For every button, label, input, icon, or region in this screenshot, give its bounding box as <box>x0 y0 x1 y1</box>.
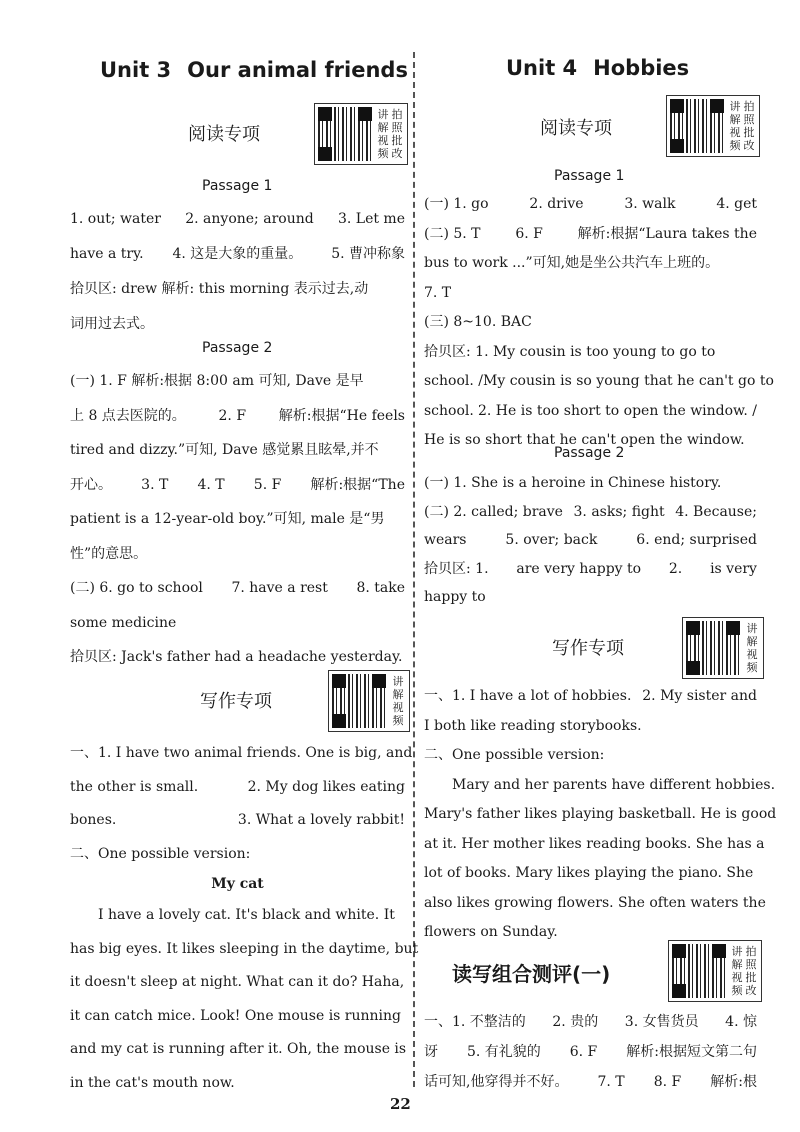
qr-label-char: 拍 <box>391 108 403 121</box>
text-segment: 3. Let me <box>337 211 405 227</box>
qr-label-char: 解 <box>377 121 389 134</box>
qr-label-char: 解 <box>729 113 741 126</box>
reading-section-head: 阅读专项 <box>540 118 612 139</box>
qr-label-char: 频 <box>746 661 758 674</box>
text-segment: (二) 2. called; brave <box>424 503 563 520</box>
text-segment: 解析:根 <box>710 1074 757 1090</box>
qr-label-char: 照 <box>391 121 403 134</box>
text-segment: 3. asks; fight <box>573 503 665 520</box>
text-segment: 上 8 点去医院的。 <box>70 407 186 424</box>
text-line <box>424 313 757 331</box>
text-segment: 解析:根据“The <box>310 476 405 493</box>
qr-code-test[interactable] <box>668 940 762 1002</box>
qr-code-icon <box>332 674 386 728</box>
text-segment: 4. Because; <box>675 503 757 520</box>
text-segment: 5. 曹冲称象 <box>331 246 405 262</box>
text-segment: Mary's father likes playing basketball. He is good <box>424 806 777 822</box>
text-segment: (二) 5. T <box>424 225 481 242</box>
text-segment: in the cat's mouth now. <box>70 1074 235 1091</box>
text-line <box>424 687 757 705</box>
qr-label-char: 频 <box>729 139 741 152</box>
qr-label-char: 讲 <box>731 945 743 958</box>
text-segment: (一) 1. F 解析:根据 8:00 am 可知, Dave 是早 <box>70 373 364 389</box>
qr-label-char: 讲 <box>729 100 741 113</box>
text-segment: 4. get <box>716 196 757 212</box>
text-line <box>70 614 405 632</box>
qr-label-char: 频 <box>377 147 389 160</box>
text-line <box>424 1043 757 1061</box>
text-segment: 一、1. I have two animal friends. One is big, and <box>70 745 413 761</box>
text-segment: 2. drive <box>529 196 584 212</box>
text-segment: school. /My cousin is so young that he can't go to <box>424 373 774 389</box>
text-segment: 2. My sister and <box>642 688 757 704</box>
essay-title: My cat <box>211 876 264 892</box>
text-segment: school. <box>424 402 474 419</box>
text-segment: 拾贝区: drew 解析: this morning 表示过去,动 <box>70 281 369 297</box>
passage2-title: Passage 2 <box>202 340 273 356</box>
text-segment: also likes growing flowers. She often waters the <box>424 894 766 911</box>
text-line <box>424 254 757 272</box>
text-segment: 2. F <box>218 407 247 424</box>
text-line <box>424 474 757 492</box>
text-line <box>70 1040 405 1058</box>
text-segment: tired and dizzy.”可知, Dave 感觉累且眩晕,并不 <box>70 442 379 458</box>
text-line <box>424 805 777 823</box>
text-segment: at it. Her mother likes reading books. She has a <box>424 835 765 852</box>
qr-code-icon <box>670 99 724 153</box>
text-line <box>424 503 757 521</box>
text-line <box>70 545 405 563</box>
column-divider <box>413 52 415 1087</box>
qr-label-char: 频 <box>731 984 743 997</box>
text-segment: Mary and her parents have different hobbies. <box>452 776 776 793</box>
text-line <box>70 407 405 425</box>
qr-label-char: 拍 <box>745 945 757 958</box>
text-segment: have a try. <box>70 246 144 262</box>
text-line <box>70 210 405 228</box>
qr-label-char: 讲 <box>392 675 404 688</box>
text-line <box>424 835 765 853</box>
qr-code-writing-left[interactable] <box>328 670 410 732</box>
text-line <box>70 476 405 494</box>
text-segment: bones. <box>70 812 117 828</box>
text-segment: 5. F <box>253 476 282 493</box>
text-line <box>424 746 757 764</box>
qr-label-char: 照 <box>743 113 755 126</box>
text-line <box>424 531 757 549</box>
qr-label-char: 解 <box>746 635 758 648</box>
text-segment: 4. T <box>197 476 225 493</box>
text-segment: (一) 1. She is a heroine in Chinese history. <box>424 475 722 491</box>
text-segment: it can catch mice. Look! One mouse is running <box>70 1007 402 1024</box>
text-segment: 3. walk <box>624 196 676 212</box>
qr-label-char: 拍 <box>743 100 755 113</box>
passage2-title: Passage 2 <box>554 445 625 461</box>
text-segment: 拾贝区: Jack's father had a headache yesterday. <box>70 649 403 665</box>
text-segment: 一、1. I have a lot of hobbies. <box>424 688 632 704</box>
text-line <box>70 315 405 333</box>
text-segment: 解析:根据“He feels <box>278 407 405 424</box>
qr-label-char: 批 <box>743 126 755 139</box>
qr-code-reading-left[interactable] <box>314 103 408 165</box>
text-segment: 开心。 <box>70 476 112 493</box>
text-line <box>70 940 419 958</box>
qr-code-icon <box>686 621 740 675</box>
text-line <box>70 245 405 263</box>
qr-code-icon <box>672 944 726 998</box>
qr-label-char: 视 <box>746 648 758 661</box>
text-segment: He is so short that he can't open the window. <box>424 432 745 448</box>
text-segment: 1. out; water <box>70 211 161 227</box>
text-segment: (一) 1. go <box>424 196 489 212</box>
passage1-title: Passage 1 <box>554 168 625 184</box>
text-segment: 7. T <box>597 1074 625 1090</box>
text-segment: 6. end; surprised <box>636 532 757 548</box>
text-segment: 解析:根据“Laura takes the <box>577 225 757 242</box>
text-segment: 6. F <box>515 225 543 242</box>
text-line <box>424 372 774 390</box>
qr-label-char: 改 <box>743 139 755 152</box>
text-segment: 二、One possible version: <box>70 845 251 862</box>
text-line <box>424 588 757 606</box>
text-segment: (三) 8~10. BAC <box>424 314 532 330</box>
text-line <box>98 906 405 924</box>
qr-label-char: 讲 <box>746 622 758 635</box>
text-line <box>424 195 757 213</box>
qr-label-char: 讲 <box>377 108 389 121</box>
text-segment: the other is small. <box>70 778 199 795</box>
text-segment: 4. 惊 <box>725 1014 757 1030</box>
text-segment: 二、One possible version: <box>424 747 605 763</box>
text-line <box>424 225 757 243</box>
text-line <box>424 284 757 302</box>
text-segment: wears <box>424 532 467 548</box>
qr-label-char: 视 <box>731 971 743 984</box>
qr-code-reading-right[interactable] <box>666 95 760 157</box>
text-segment: 2. My dog likes eating <box>247 778 405 795</box>
text-line <box>70 441 405 459</box>
text-segment: patient is a 12-year-old boy.”可知, male 是“男 <box>70 511 385 527</box>
text-line <box>70 1074 405 1092</box>
qr-label-char: 视 <box>377 134 389 147</box>
qr-label-char: 视 <box>392 701 404 714</box>
qr-label-char: 频 <box>392 714 404 727</box>
text-line <box>70 778 405 796</box>
text-segment: 3. 女售货员 <box>624 1014 699 1030</box>
text-line <box>70 280 405 298</box>
text-line <box>70 372 405 390</box>
text-segment: 拾贝区: 1. <box>424 560 489 577</box>
text-line <box>424 402 757 420</box>
text-line <box>424 864 757 882</box>
text-segment: 2. <box>668 560 683 577</box>
text-line <box>424 1013 757 1031</box>
text-segment: 解析:根据短文第二句 <box>626 1044 757 1060</box>
text-segment: has big eyes. It likes sleeping in the daytime, but <box>70 940 419 957</box>
text-segment: 2. He is too short to open the window. / <box>477 402 757 419</box>
text-line <box>424 894 766 912</box>
text-segment: 2. 贵的 <box>552 1014 599 1030</box>
text-segment: bus to work ...”可知,她是坐公共汽车上班的。 <box>424 255 720 271</box>
text-segment: 7. have a rest <box>231 580 328 596</box>
text-line <box>70 510 405 528</box>
text-segment: some medicine <box>70 614 177 631</box>
text-line <box>70 845 405 863</box>
text-segment: 一、1. 不整洁的 <box>424 1014 526 1030</box>
text-segment: 讶 <box>424 1044 438 1060</box>
page-number: 22 <box>390 1095 411 1113</box>
writing-section-head: 写作专项 <box>200 691 272 712</box>
text-line <box>424 343 757 361</box>
text-segment: 8. take <box>356 580 405 596</box>
text-segment: 词用过去式。 <box>70 316 154 332</box>
qr-label-char: 改 <box>745 984 757 997</box>
text-segment: 3. What a lovely rabbit! <box>237 812 405 828</box>
text-line <box>70 648 405 666</box>
text-line <box>70 579 405 597</box>
text-segment: 2. anyone; around <box>185 211 314 227</box>
text-segment: 6. F <box>569 1044 598 1060</box>
text-segment: 4. 这是大象的重量。 <box>172 246 303 262</box>
text-line <box>424 923 757 941</box>
text-line <box>70 973 405 991</box>
text-segment: I both like reading storybooks. <box>424 717 642 734</box>
qr-label-char: 改 <box>391 147 403 160</box>
text-line <box>70 744 413 762</box>
qr-label-char: 视 <box>729 126 741 139</box>
text-segment: 3. T <box>141 476 169 493</box>
qr-label-char: 批 <box>745 971 757 984</box>
passage1-title: Passage 1 <box>202 178 273 194</box>
text-line <box>424 560 757 578</box>
unit4-title: Unit 4 Hobbies <box>506 56 690 80</box>
qr-label-char: 批 <box>391 134 403 147</box>
text-line <box>452 776 776 794</box>
text-segment: is very <box>710 560 757 577</box>
text-segment: flowers on Sunday. <box>424 924 558 940</box>
text-segment: lot of books. Mary likes playing the piano. She <box>424 865 754 881</box>
qr-label-char: 解 <box>731 958 743 971</box>
text-segment: 话可知,他穿得并不好。 <box>424 1074 569 1090</box>
text-segment: I have a lovely cat. It's black and white. It <box>98 907 395 923</box>
text-segment: 5. 有礼貌的 <box>466 1044 541 1060</box>
text-line <box>70 1007 405 1025</box>
test-title: 读写组合测评(一) <box>452 962 611 986</box>
text-segment: 5. over; back <box>505 532 598 548</box>
text-segment: it doesn't sleep at night. What can it do? Haha, <box>70 974 405 990</box>
text-segment: 7. T <box>424 284 452 301</box>
writing-section-head: 写作专项 <box>552 638 624 659</box>
text-line <box>424 717 757 735</box>
text-segment: 8. F <box>653 1074 682 1090</box>
qr-code-icon <box>318 107 372 161</box>
text-line <box>424 1073 757 1091</box>
qr-code-writing-right[interactable] <box>682 617 764 679</box>
text-line <box>70 811 405 829</box>
reading-section-head: 阅读专项 <box>188 124 260 145</box>
unit3-title: Unit 3 Our animal friends <box>100 58 408 82</box>
text-segment: are very happy to <box>516 560 642 577</box>
text-segment: happy to <box>424 589 486 605</box>
qr-label-char: 照 <box>745 958 757 971</box>
text-segment: and my cat is running after it. Oh, the mouse is <box>70 1041 407 1057</box>
qr-label-char: 解 <box>392 688 404 701</box>
text-segment: 性”的意思。 <box>70 545 148 562</box>
text-segment: (二) 6. go to school <box>70 580 203 596</box>
text-segment: 拾贝区: 1. My cousin is too young to go to <box>424 343 716 360</box>
